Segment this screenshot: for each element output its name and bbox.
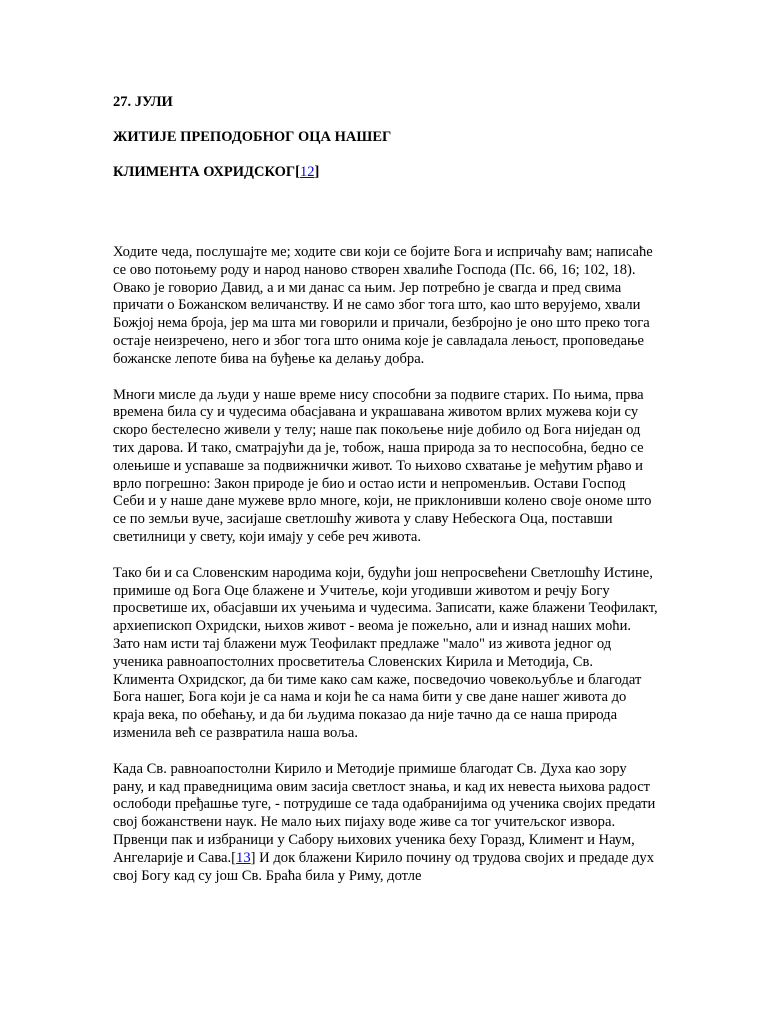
footnote-link-13[interactable]: 13 xyxy=(236,849,251,866)
footnote-bracket-open: [ xyxy=(231,849,237,866)
footnote-bracket-open: [ xyxy=(295,164,300,180)
paragraph-4-text-after: И док блажени Кирило почину од трудова својих и предаде дух свој Богу кад су још Св. Браћа била у Риму, дотле xyxy=(113,849,655,884)
document-page xyxy=(113,92,658,903)
paragraph-3: Тако би и са Словенским народима који, будући још непросвећени Светлошћу Истине, примише од Бога Оце блажене и Учитеље, који угодивши животом и речју Богу просветише их, обасјавши их учењима и чудесима. Записати, каже блажени Теофилакт, архиепископ Охридски, њихов живот - веома је пожељно, али и изнад наших моћи. Зато нам исти тај блажени муж Теофилакт предлаже "мало" из живота једног од ученика равноапостолних просветитеља Словенских Кирила и Методија, Св. Климента Охридског, да би тиме како сам каже, посведочио човекољубље и благодат Бога нашег, Бога који је са нама и који ће са нама бити у све дане нашег живота до краја века, по обећању, и да би људима показао да није тачно да се наша природа изменила већ се развратила наша воља. xyxy=(113,564,658,741)
paragraph-1: Ходите чеда, послушајте ме; ходите сви који се бојите Бога и испричаћу вам; написаће се ово потоњему роду и народ наново створен хвалиће Господа (Пс. 66, 16; 102, 18). Овако је говорио Давид, а и ми данас са њим. Јер потребно је свагда и пред свима причати о Божанском величанству. И не само због тога што, као што верујемо, хвали Божјој нема броја, јер ма шта ми говорили и причали, безбројно је оно што преко тога остаје неизречено, него и због тога што онима које је савладала лењост, проповедање божанске лепоте бива на буђење ка делању добра. xyxy=(113,244,653,367)
footnote-bracket-close: ] xyxy=(250,849,256,866)
paragraph-4 xyxy=(113,761,658,886)
paragraph-2: Многи мисле да људи у наше време нису способни за подвиге старих. По њима, прва времена била су и чудесима обасјавана и украшавана животом врлих мужева који су скоро бестелесно живели у телу; наше пак покољење није добило од Бога ниједан од тих дарова. И тако, сматрајући да је, тобож, наша природа за то неспособна, бедно се олењише и успаваше за подвижнички живот. То њихово схватање је међутим рђаво и врло погрешно: Закон природе је био и остао исти и непроменљив. Остави Господ Себи и у наше дане мужеве врло многе, који, не приклонивши колено своје ономе што се по земљи вуче, засијаше светлошћу живота у славу Небескога Оца, поставши светилници у свету, који имају у себе реч живота. xyxy=(113,386,652,545)
footnote-link-12[interactable]: 12 xyxy=(299,164,315,180)
date-heading: 27. ЈУЛИ xyxy=(113,94,173,110)
title-line-2 xyxy=(113,162,658,182)
footnote-bracket-close: ] xyxy=(314,164,320,180)
title-line-1: ЖИТИЈЕ ПРЕПОДОБНОГ ОЦА НАШЕГ xyxy=(113,129,392,145)
paragraph-4-text-before: Када Св. равноапостолни Кирило и Методије примише благодат Св. Духа као зору рану, и кад праведницима овим засија светлост знања, и кад их невеста њихова радост ослободи пређашње туге, - потрудише се тада одабранијима од ученика својих предати свој божанствени наук. Не мало њих пијаху воде живе са тог учитељског извора. Првенци пак и избраници у Сабору њихових ученика беху Горазд, Климент и Наум, Ангеларије и Сава. xyxy=(113,760,656,866)
title-line-2-text: КЛИМЕНТА ОХРИДСКОГ xyxy=(113,164,296,180)
